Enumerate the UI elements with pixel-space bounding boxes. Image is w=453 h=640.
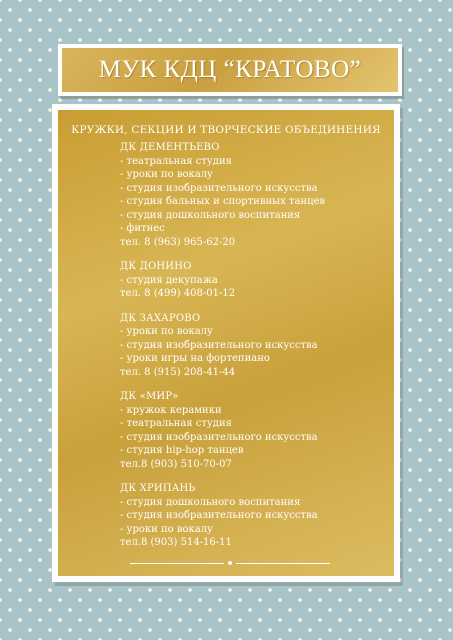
- center-mir: [120, 390, 388, 471]
- activity-item: - студия декупажа: [120, 274, 218, 286]
- activity-item: - театральная студия: [120, 155, 232, 167]
- activity-item: - театральная студия: [120, 418, 232, 429]
- activity-item: - уроки по вокалу: [120, 169, 213, 180]
- divider-line-right: [236, 563, 330, 564]
- center-dementyevo: [120, 141, 388, 249]
- activity-item: - студия изобразительного искусства: [120, 431, 318, 443]
- activity-item: - студия бальных и спортивных танцев: [120, 196, 326, 207]
- activity-item: - студия изобразительного искусства: [120, 339, 318, 351]
- center-donino: [120, 260, 388, 301]
- divider-line-left: [130, 563, 224, 564]
- info-panel-content: [58, 110, 394, 576]
- activity-item: - студия изобразительного искусства: [120, 510, 318, 521]
- activity-item: - уроки игры на фортепиано: [120, 353, 270, 364]
- center-phone: тел. 8 (499) 408-01-12: [120, 288, 236, 299]
- activity-item: - студия дошкольного воспитания: [120, 496, 301, 508]
- activity-item: - уроки по вокалу: [120, 326, 213, 337]
- activity-item: - кружок керамики: [120, 404, 222, 416]
- activity-item: - студия дошкольного воспитания: [120, 209, 301, 221]
- divider-dot: [228, 561, 232, 565]
- center-name: ДК «МИР»: [120, 391, 179, 402]
- activity-item: - студия изобразительного искусства: [120, 182, 318, 194]
- center-name: ДК ХРИПАНЬ: [120, 483, 196, 494]
- center-khripan: [120, 482, 388, 550]
- activity-item: - уроки по вокалу: [120, 523, 213, 535]
- center-phone: тел.8 (903) 514-16-11: [120, 537, 232, 548]
- title-banner: [58, 44, 402, 96]
- center-phone: тел. 8 (963) 965-62-20: [120, 236, 236, 248]
- section-title: КРУЖКИ, СЕКЦИИ И ТВОРЧЕСКИЕ ОБЪЕДИНЕНИЯ: [71, 124, 381, 136]
- info-panel: [52, 104, 400, 582]
- center-zakharovo: [120, 312, 388, 380]
- center-phone: тел. 8 (915) 208-41-44: [120, 366, 236, 378]
- center-name: ДК ЗАХАРОВО: [120, 312, 201, 324]
- center-phone: тел.8 (903) 510-70-07: [120, 458, 232, 470]
- activity-item: - студия hip-hop танцев: [120, 445, 244, 456]
- center-name: ДК ДОНИНО: [120, 261, 192, 272]
- center-name: ДК ДЕМЕНТЬЕВО: [120, 142, 220, 153]
- footer-divider: [130, 558, 330, 568]
- activity-item: - фитнес: [120, 223, 165, 234]
- page-title: МУК КДЦ “КРАТОВО”: [98, 56, 362, 83]
- centers-list: [120, 141, 388, 561]
